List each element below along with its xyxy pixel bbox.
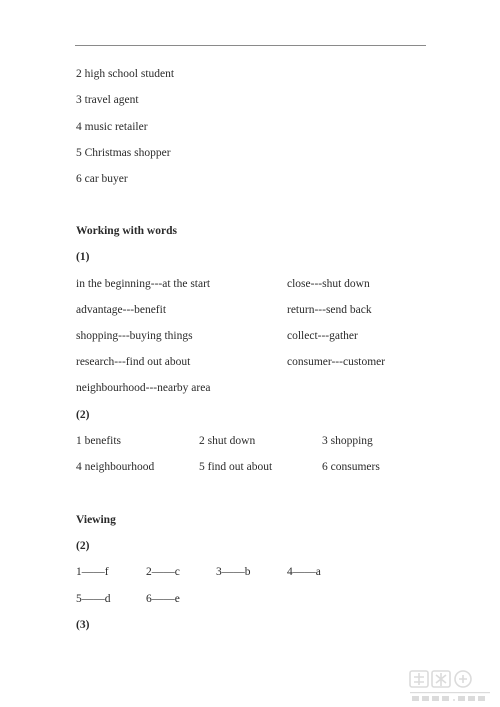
part-label: (2) (76, 540, 90, 552)
word-pair: consumer---customer (287, 356, 386, 368)
answer-item: 2 shut down (199, 435, 256, 447)
section-heading-working-with-words: Working with words (76, 225, 177, 237)
answer-item: 5 find out about (199, 461, 273, 473)
list-item: 6 car buyer (76, 173, 128, 185)
word-pair: research---find out about (76, 356, 191, 368)
word-pair: collect---gather (287, 330, 358, 342)
word-pair: shopping---buying things (76, 330, 193, 342)
part-label: (3) (76, 619, 90, 631)
match-item: 4——a (287, 566, 321, 578)
match-item: 1——f (76, 566, 109, 578)
word-pair: neighbourhood---nearby area (76, 382, 211, 394)
word-pair: advantage---benefit (76, 304, 167, 316)
answer-item: 6 consumers (322, 461, 380, 473)
header-rule (75, 45, 426, 46)
part-label: (2) (76, 409, 90, 421)
answer-item: 1 benefits (76, 435, 122, 447)
word-pair: in the beginning---at the start (76, 278, 211, 290)
section-heading-viewing: Viewing (76, 514, 116, 526)
match-item: 3——b (216, 566, 251, 578)
word-pair: return---send back (287, 304, 372, 316)
list-item: 5 Christmas shopper (76, 147, 171, 159)
list-item: 2 high school student (76, 68, 175, 80)
word-pair: close---shut down (287, 278, 370, 290)
match-item: 2——c (146, 566, 180, 578)
match-item: 6——e (146, 593, 180, 605)
answer-item: 3 shopping (322, 435, 373, 447)
list-item: 4 music retailer (76, 121, 148, 133)
part-label: (1) (76, 251, 90, 263)
list-item: 3 travel agent (76, 94, 139, 106)
answer-item: 4 neighbourhood (76, 461, 155, 473)
match-item: 5——d (76, 593, 111, 605)
watermark-logo (408, 669, 496, 703)
